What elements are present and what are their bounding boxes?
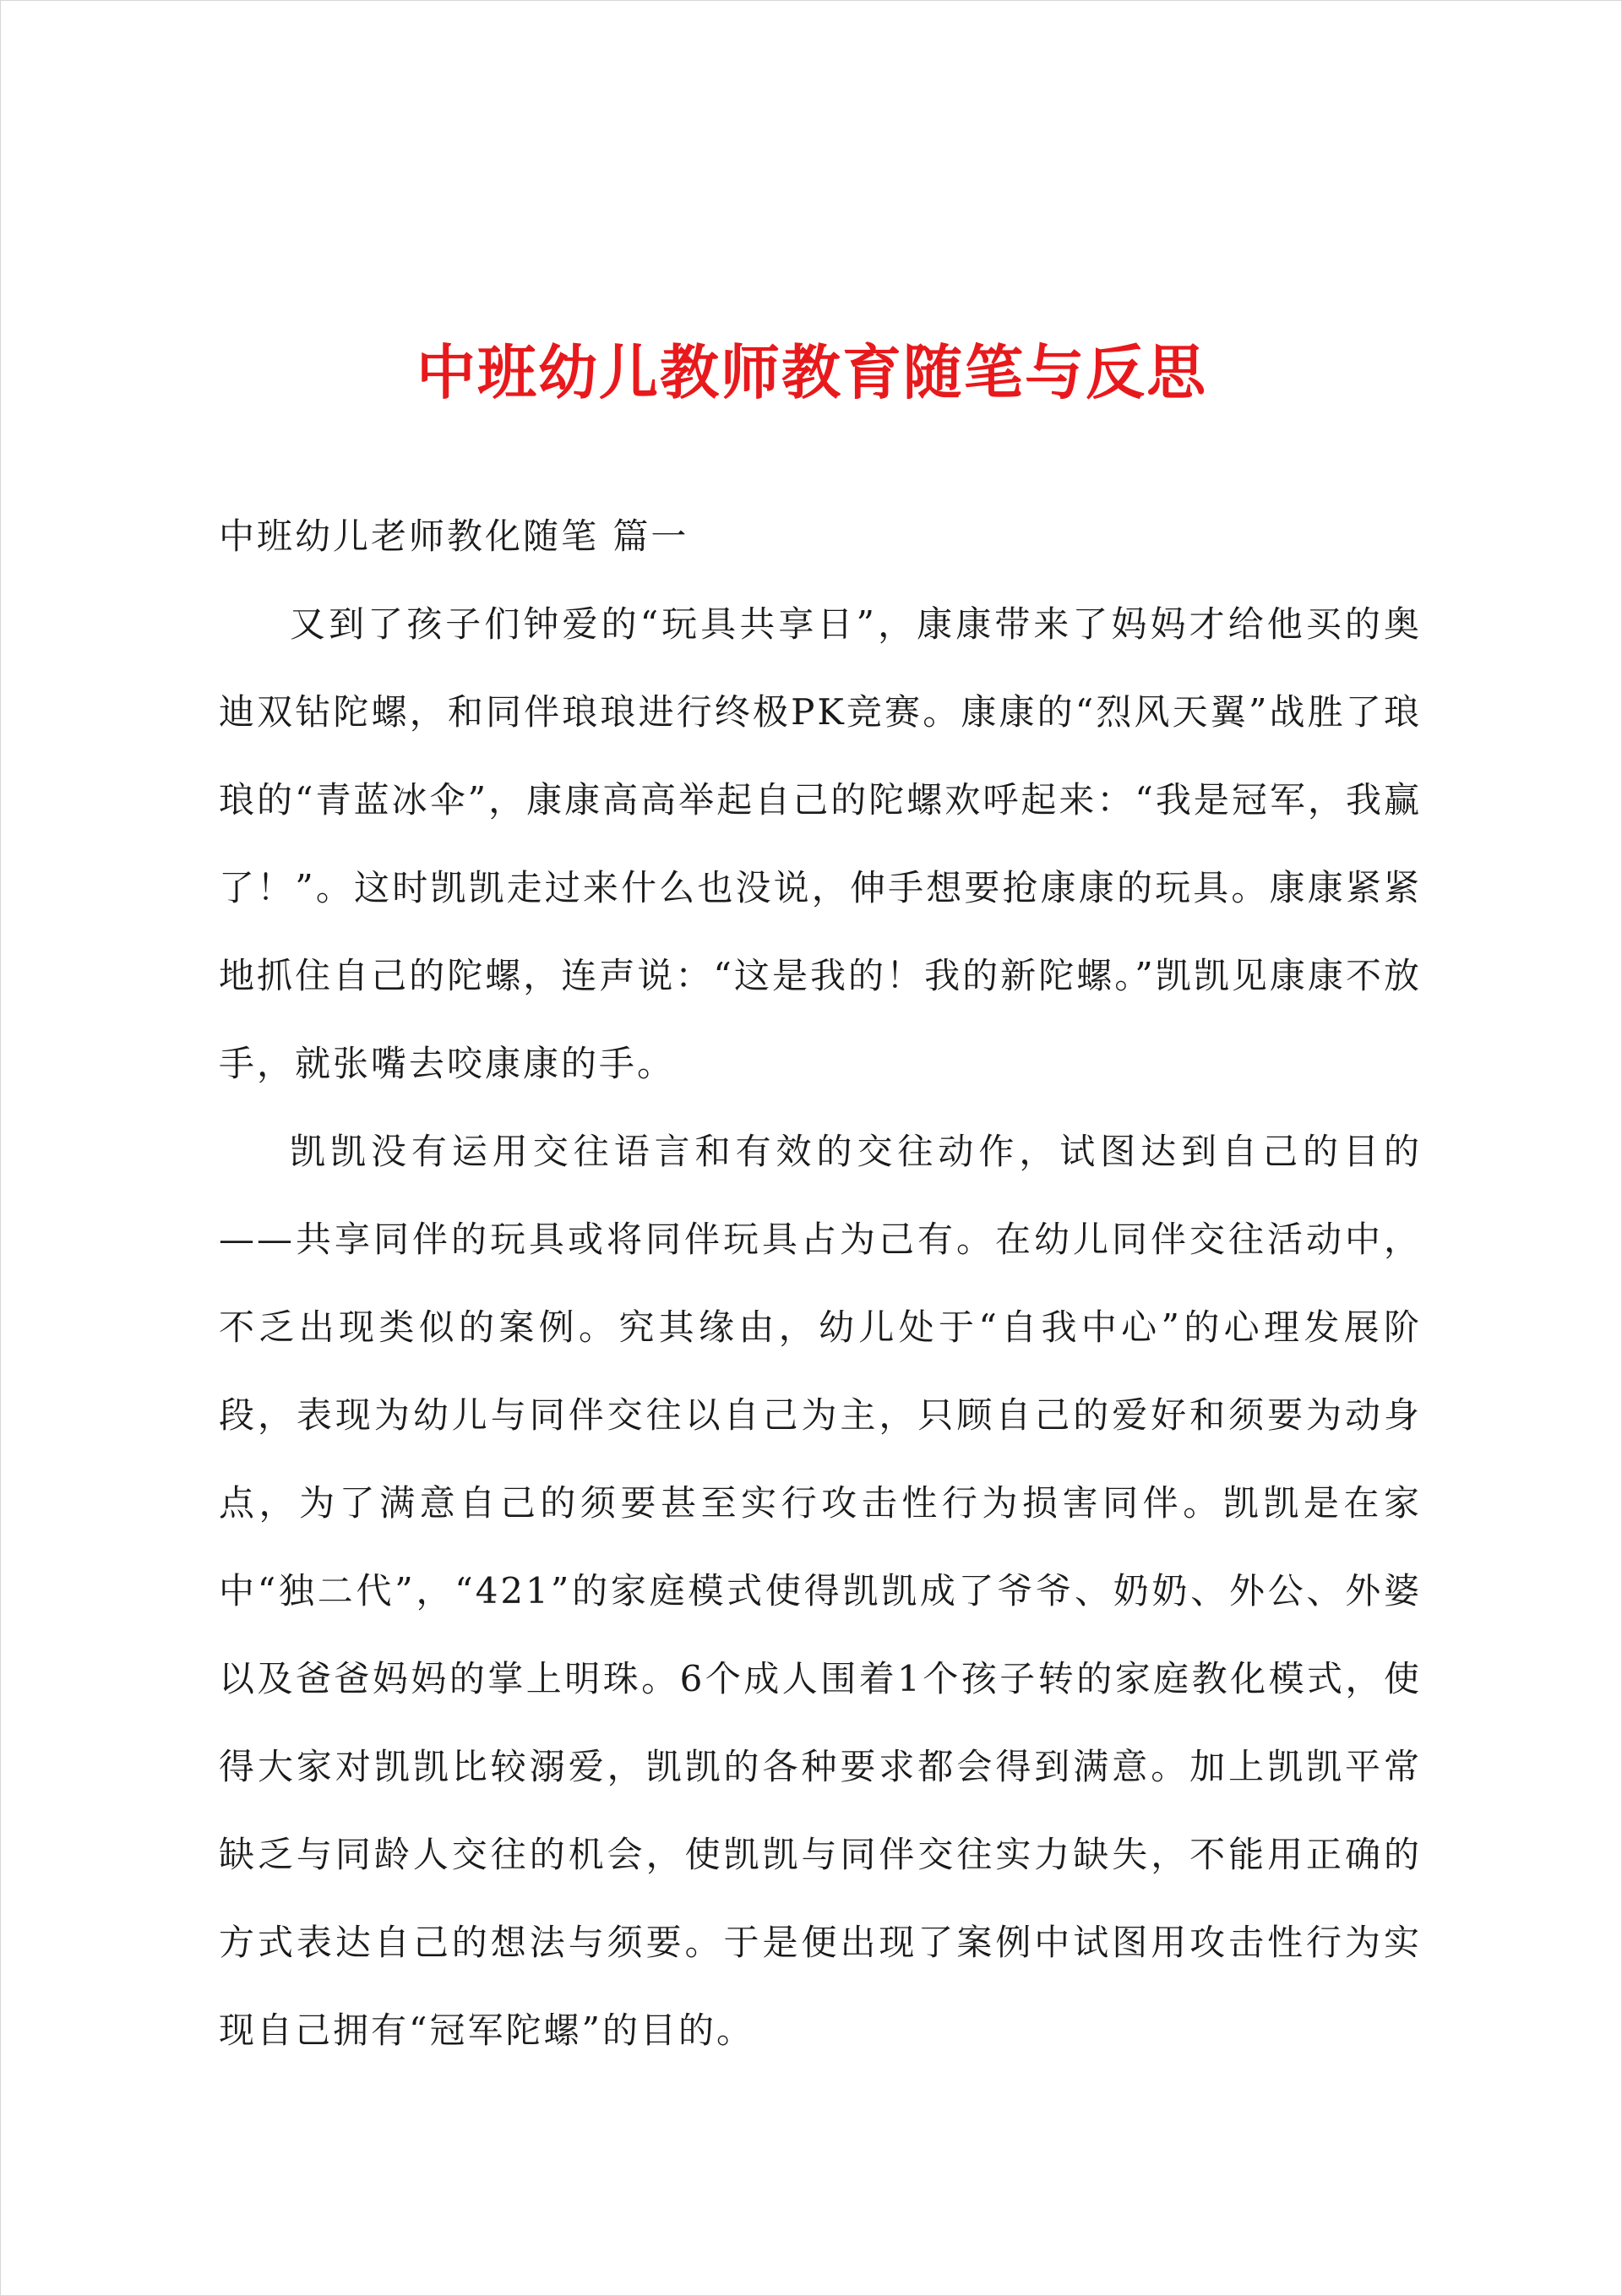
paragraph: 凯凯没有运用交往语言和有效的交往动作，试图达到自己的目的——共享同伴的玩具或将同伴玩具占为己有。在幼儿同伴交往活动中，不乏出现类似的案例。究其缘由，幼儿处于“自我中心”的心理发展阶段，表现为幼儿与同伴交往以自己为主，只顾自己的爱好和须要为动身点，为了满意自己的须要甚至实行攻击性行为损害同伴。凯凯是在家中“独二代”，“421”的家庭模式使得凯凯成了爷爷、奶奶、外公、外婆以及爸爸妈妈的掌上明珠。6个成人围着1个孩子转的家庭教化模式，使得大家对凯凯比较溺爱，凯凯的各种要求都会得到满意。加上凯凯平常缺乏与同龄人交往的机会，使凯凯与同伴交往实力缺失，不能用正确的方式表达自己的想法与须要。于是便出现了案例中试图用攻击性行为实现自己拥有“冠军陀螺”的目的。	[219, 1131, 1422, 2051]
document-title: 中班幼儿教师教育随笔与反思	[416, 337, 1207, 407]
section-heading: 中班幼儿老师教化随笔 篇一	[219, 515, 689, 557]
document-body	[219, 493, 1422, 2075]
paragraph: 又到了孩子们钟爱的“玩具共享日”，康康带来了妈妈才给他买的奥迪双钻陀螺，和同伴琅琅进行终极PK竞赛。康康的“烈风天翼”战胜了琅琅的“青蓝冰伞”，康康高高举起自己的陀螺欢呼起来：“我是冠军，我赢了！”。这时凯凯走过来什么也没说，伸手想要抢康康的玩具。康康紧紧地抓住自己的陀螺，连声说：“这是我的！我的新陀螺。”凯凯见康康不放手，就张嘴去咬康康的手。	[219, 603, 1422, 1084]
